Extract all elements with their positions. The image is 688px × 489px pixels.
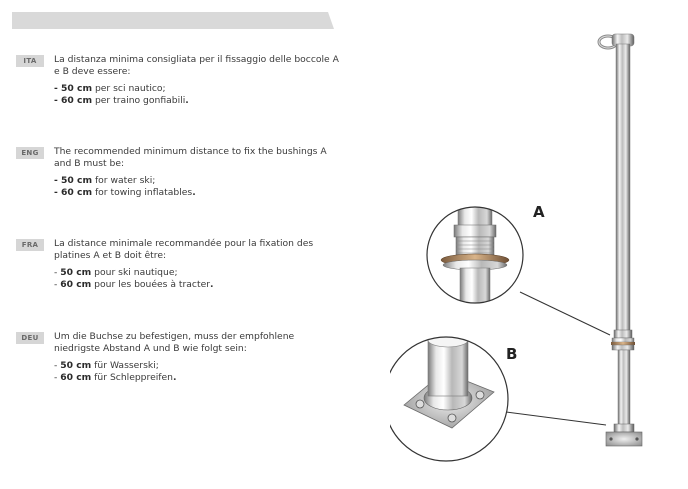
intro-text: Um die Buchse zu befestigen, muss der empfohlene niedrigste Abstand A und B wie folgt sein: [54,331,295,354]
option-text: for water ski; [92,175,156,186]
option-prefix: - [54,267,61,278]
option-value: 50 cm [61,83,93,94]
option-text: for towing inflatables [92,187,193,198]
option-text: per sci nautico; [92,83,166,94]
pole-lower [618,350,630,430]
section-text [54,146,339,199]
lang-badge: ITA [16,55,44,67]
option-value: 60 cm [60,372,92,383]
option-prefix: - [54,187,62,198]
option-line [54,95,339,107]
pole-upper [616,44,630,334]
lang-badge: FRA [16,239,44,251]
option-end: . [210,279,214,290]
section-text [54,54,339,107]
option-prefix: - [54,95,62,106]
option-text: per traino gonfiabili [92,95,186,106]
option-value: 60 cm [61,187,93,198]
option-line [54,83,339,95]
callout-label-a: A [533,203,545,221]
option-end: . [192,187,196,198]
option-prefix: - [54,360,61,371]
option-text: für Schleppreifen [91,372,174,383]
option-prefix: - [54,175,62,186]
callout-label-b: B [506,345,518,363]
intro-text: La distance minimale recommandée pour la fixation des platines A et B doit être: [54,238,314,261]
callout-b-detail [390,333,508,461]
pole-base-b [606,424,642,446]
pole-bushing-a [611,330,635,350]
option-end: . [185,95,189,106]
product-figure [390,20,680,480]
ski-pole-illustration [390,20,680,480]
header-bar [12,12,334,29]
option-value: 60 cm [61,95,93,106]
option-text: pour les bouées à tracter [91,279,211,290]
callout-a-detail [427,195,523,308]
lang-badge: ENG [16,147,44,159]
leader-line-a [520,292,610,335]
option-prefix: - [54,83,62,94]
option-prefix: - [54,279,61,290]
option-text: pour ski nautique; [91,267,178,278]
leader-line-b [506,412,606,425]
option-line [54,372,339,384]
option-end: . [173,372,177,383]
option-line [54,175,339,187]
option-text: für Wasserski; [91,360,159,371]
section-text [54,238,339,291]
option-value: 50 cm [60,267,92,278]
option-value: 60 cm [60,279,92,290]
option-value: 50 cm [60,360,92,371]
lang-badge: DEU [16,332,44,344]
option-line [54,267,339,279]
intro-text: La distanza minima consigliata per il fissaggio delle boccole A e B deve essere: [54,54,339,77]
section-text [54,331,339,384]
option-line [54,360,339,372]
option-prefix: - [54,372,61,383]
option-value: 50 cm [61,175,93,186]
intro-text: The recommended minimum distance to fix the bushings A and B must be: [54,146,327,169]
option-line [54,279,339,291]
option-line [54,187,339,199]
